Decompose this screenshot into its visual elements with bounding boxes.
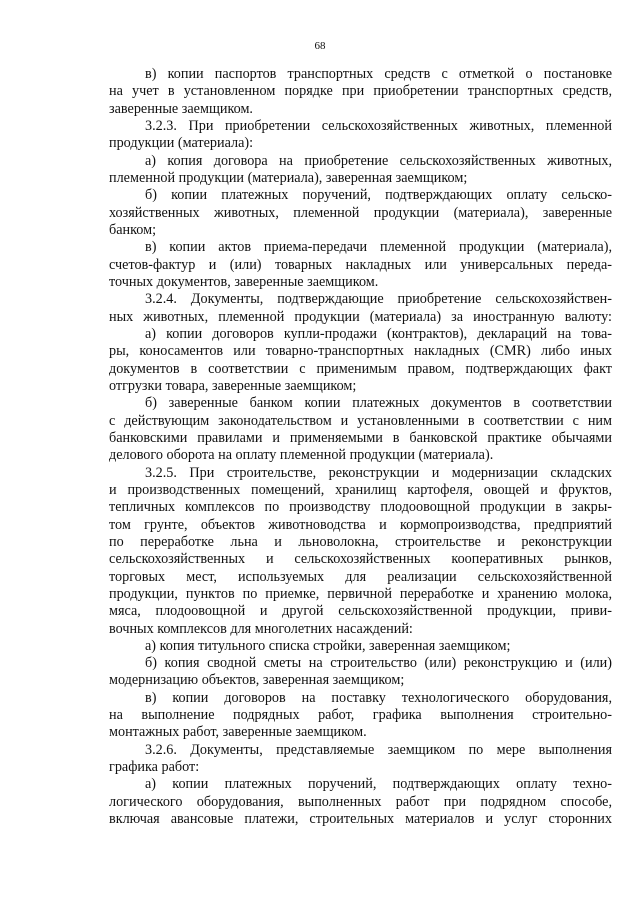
text-line: 3.2.5. При строительстве, реконструкции и модернизации складских	[145, 464, 612, 481]
text-line: продукции (материала):	[109, 135, 254, 152]
text-line: б) копия сводной сметы на строительство (или) реконструкцию и (или)	[145, 655, 612, 672]
text-line: отгрузки товара, заверенные заемщиком;	[109, 377, 357, 394]
text-line: на учет в установленном порядке при приобретении транспортных средств,	[109, 83, 612, 100]
text-line: сельскохозяйственных и сельскохозяйственных кооперативных рынков,	[109, 551, 612, 568]
text-line: б) копии платежных поручений, подтверждающих оплату сельско-	[145, 187, 612, 204]
text-line: и производственных помещений, хранилищ картофеля, овощей и фруктов,	[109, 481, 612, 498]
text-line: мяса, плодоовощной и другой сельскохозяйственной продукции, приви-	[109, 603, 612, 620]
text-line: 3.2.6. Документы, представляемые заемщиком по мере выполнения	[145, 741, 612, 758]
text-line: в) копии договоров на поставку технологического оборудования,	[145, 689, 612, 706]
body-text	[109, 66, 612, 828]
text-line: торговых мест, используемых для реализации сельскохозяйственной	[109, 568, 612, 585]
text-line: на выполнение подрядных работ, графика выполнения строительно-	[109, 707, 612, 724]
text-line: хозяйственных животных, племенной продукции (материала), заверенные	[109, 204, 612, 221]
text-line: делового оборота на оплату племенной продукции (материала).	[109, 447, 494, 464]
text-line: а) копии платежных поручений, подтверждающих оплату техно-	[145, 776, 612, 793]
text-line: банком;	[109, 221, 157, 238]
text-line: а) копии договоров купли-продажи (контрактов), деклараций на това-	[145, 325, 612, 342]
text-line: модернизацию объектов, заверенная заемщиком;	[109, 672, 405, 689]
text-line: с действующим законодательством и установленными в соответствии с ним	[109, 412, 612, 429]
text-line: счетов-фактур и (или) товарных накладных или универсальных переда-	[109, 256, 612, 273]
text-line: графика работ:	[109, 759, 200, 776]
text-line: том грунте, объектов животноводства и кормопроизводства, предприятий	[109, 516, 612, 533]
text-line: включая авансовые платежи, строительных материалов и услуг сторонних	[109, 811, 612, 828]
text-line: ных животных, племенной продукции (материала) за иностранную валюту:	[109, 308, 612, 325]
text-line: в) копии паспортов транспортных средств с отметкой о постановке	[145, 66, 612, 82]
text-line: племенной продукции (материала), заверенная заемщиком;	[109, 169, 468, 186]
text-line: логического оборудования, выполненных работ при подрядном способе,	[109, 793, 612, 810]
text-line: продукции, пунктов по приемке, первичной переработке и хранению молока,	[109, 585, 612, 602]
text-line: по переработке льна и льноволокна, строительстве и реконструкции	[109, 533, 612, 550]
text-line: а) копия титульного списка стройки, заверенная заемщиком;	[145, 637, 511, 654]
text-line: 3.2.3. При приобретении сельскохозяйственных животных, племенной	[145, 117, 612, 134]
text-line: документов в соответствии с применимым правом, подтверждающих факт	[109, 360, 612, 377]
text-line: тепличных комплексов по производству плодоовощной продукции в закры-	[109, 499, 612, 516]
text-line: а) копия договора на приобретение сельскохозяйственных животных,	[145, 152, 612, 169]
text-line: в) копии актов приема-передачи племенной продукции (материала),	[145, 239, 612, 256]
text-line: монтажных работ, заверенные заемщиком.	[109, 724, 367, 741]
text-line: банковскими правилами и применяемыми в банковской практике обычаями	[109, 429, 612, 446]
text-line: точных документов, заверенные заемщиком.	[109, 273, 379, 290]
text-line: б) заверенные банком копии платежных документов в соответствии	[145, 395, 612, 412]
text-line: ры, коносаментов или товарно-транспортных накладных (CMR) либо иных	[109, 343, 612, 360]
text-line: заверенные заемщиком.	[109, 100, 253, 117]
text-line: 3.2.4. Документы, подтверждающие приобретение сельскохозяйствен-	[145, 291, 612, 308]
text-line: вочных комплексов для многолетних насаждений:	[109, 620, 413, 637]
page-number: 68	[314, 40, 326, 52]
